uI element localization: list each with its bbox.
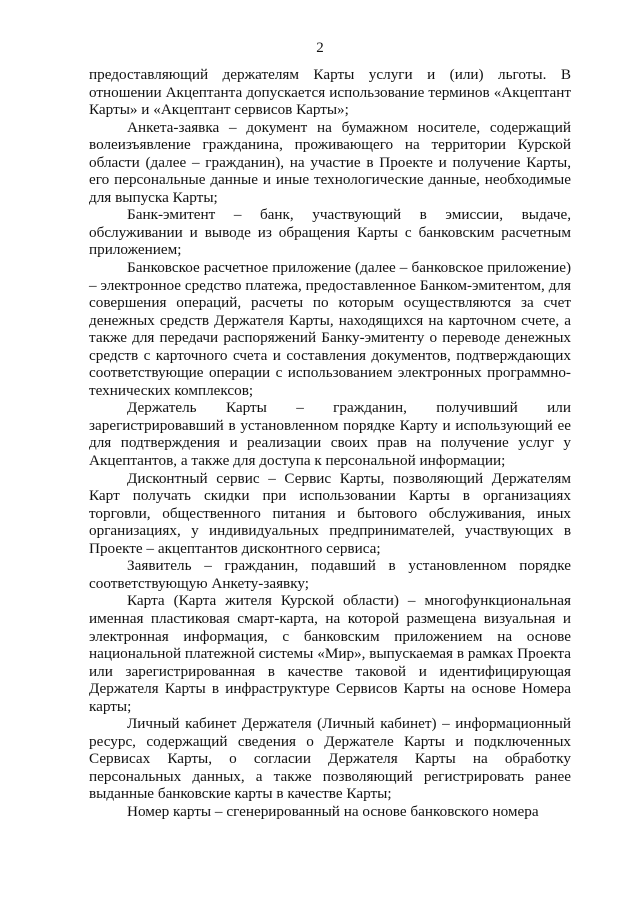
page-number: 2 <box>316 40 324 56</box>
paragraph-discount-service: Дисконтный сервис – Сервис Карты, позволяющий Держателям Карт получать скидки при использовании Карты в организациях торговли, общественного питания и бытового обслуживания, иных организациях, у индивидуальных предпринимателей, участвующих в Проекте – акцептантов дисконтного сервиса; <box>89 469 571 557</box>
paragraph-issuing-bank: Банк-эмитент – банк, участвующий в эмиссии, выдаче, обслуживании и выводе из обращения Карты с банковским расчетным приложением; <box>89 206 571 259</box>
paragraph-applicant: Заявитель – гражданин, подавший в установленном порядке соответствующую Анкету-заявку; <box>89 557 571 592</box>
paragraph-application-form: Анкета-заявка – документ на бумажном носителе, содержащий волеизъявление гражданина, проживающего на территории Курской области (далее – гражданин), на участие в Проекте и получение Карты, его персональные данные и иные технологические данные, необходимые для выпуска Карты; <box>89 118 571 206</box>
paragraph-bank-payment-app: Банковское расчетное приложение (далее – банковское приложение) – электронное средство платежа, предоставленное Банком-эмитентом, для совершения операций, расчеты по которым осуществляются за счет денежных средств Держателя Карты, находящихся на карточном счете, а также для передачи распоряжений Банку-эмитенту о переводе денежных средств с карточного счета и составления документов, подтверждающих соответствующие операции с использованием электронных программно-технических комплексов; <box>89 259 571 399</box>
paragraph-personal-account: Личный кабинет Держателя (Личный кабинет) – информационный ресурс, содержащий сведения о Держателе Карты и подключенных Сервисах Карты, о согласии Держателя Карты на обработку персональных данных, а также позволяющий регистрировать ранее выданные банковские карты в качестве Карты; <box>89 715 571 803</box>
paragraph-card-holder: Держатель Карты – гражданин, получивший или зарегистрировавший в установленном порядке Карту и использующий ее для подтверждения и реализации своих прав на получение услуг у Акцептантов, а также для доступа к персональной информации; <box>89 399 571 470</box>
paragraph-acceptant-continuation: предоставляющий держателям Карты услуги и (или) льготы. В отношении Акцептанта допускается использование терминов «Акцептант Карты» и «Акцептант сервисов Карты»; <box>89 66 571 119</box>
document-body <box>89 66 571 821</box>
paragraph-card-definition: Карта (Карта жителя Курской области) – многофункциональная именная пластиковая смарт-карта, на которой размещена визуальная и электронная информация, с банковским приложением на основе национальной платежной системы «Мир», выпускаемая в рамках Проекта или зарегистрированная в качестве таковой и идентифицирующая Держателя Карты в инфраструктуре Сервисов Карты на основе Номера карты; <box>89 592 571 715</box>
paragraph-card-number: Номер карты – сгенерированный на основе банковского номера <box>127 802 539 820</box>
